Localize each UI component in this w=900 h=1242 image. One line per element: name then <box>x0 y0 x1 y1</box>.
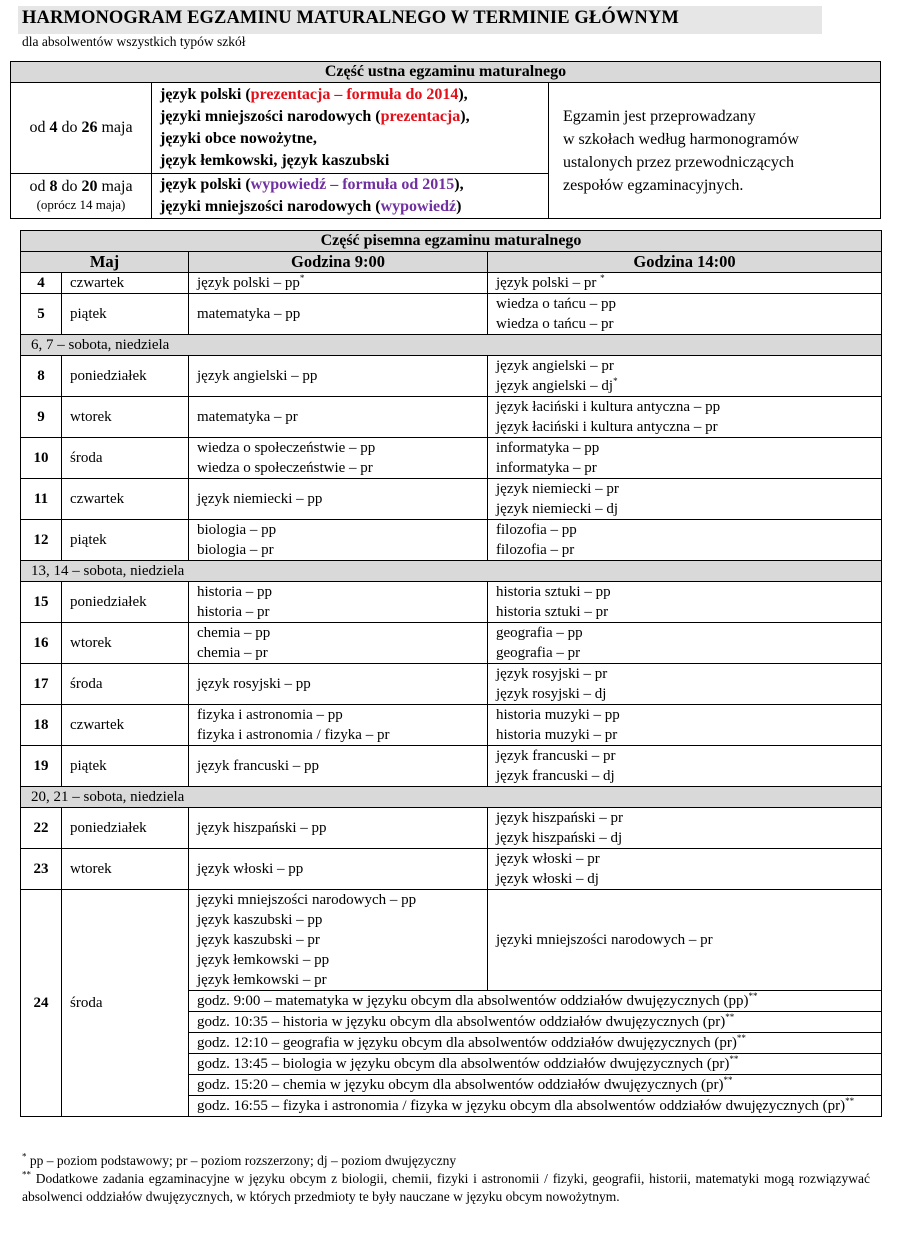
bilingual-exam: godz. 15:20 – chemia w języku obcym dla absolwentów oddziałów dwujęzycznych (pr)** <box>189 1075 882 1096</box>
cell-line: filozofia – pp <box>496 522 577 538</box>
cell-line: chemia – pr <box>197 645 268 661</box>
weekend-label: 13, 14 – sobota, niedziela <box>21 561 882 582</box>
exam-2pm <box>488 705 882 746</box>
cell-line: fizyka i astronomia – pp <box>197 707 343 723</box>
cell-line: język hiszpański – dj <box>496 830 623 846</box>
exam-9am <box>189 397 488 438</box>
cell-line: język hiszpański – pp <box>197 820 327 836</box>
day-of-week: wtorek <box>62 397 189 438</box>
bilingual-exam: godz. 13:45 – biologia w języku obcym dla absolwentów oddziałów dwujęzycznych (pr)** <box>189 1054 882 1075</box>
day-of-week: poniedziałek <box>62 582 189 623</box>
cell-line: język angielski – pp <box>197 368 318 384</box>
weekend-row <box>21 335 882 356</box>
cell-line: matematyka – pr <box>197 409 298 425</box>
day-of-week: środa <box>62 890 189 1117</box>
exam-2pm <box>488 808 882 849</box>
cell-line: język hiszpański – pr <box>496 810 624 826</box>
exam-9am <box>189 664 488 705</box>
day-number: 22 <box>21 808 62 849</box>
day-of-week: czwartek <box>62 273 189 294</box>
exam-2pm <box>488 664 882 705</box>
exam-2pm <box>488 397 882 438</box>
cell-line: język polski – pp* <box>197 273 305 291</box>
bilingual-exam: godz. 12:10 – geografia w języku obcym dla absolwentów oddziałów dwujęzycznych (pr)** <box>189 1033 882 1054</box>
day-of-week: wtorek <box>62 623 189 664</box>
cell-line: język rosyjski – dj <box>496 686 607 702</box>
day-of-week: poniedziałek <box>62 808 189 849</box>
exam-9am <box>189 705 488 746</box>
exam-9am <box>189 623 488 664</box>
cell-line: język łaciński i kultura antyczna – pp <box>496 399 721 415</box>
day-number: 16 <box>21 623 62 664</box>
day-number: 19 <box>21 746 62 787</box>
exam-2pm <box>488 849 882 890</box>
cell-line: chemia – pp <box>197 625 271 641</box>
day-number: 15 <box>21 582 62 623</box>
bilingual-exam: godz. 16:55 – fizyka i astronomia / fizyka w języku obcym dla absolwentów oddziałów dwujęzycznych (pr)** <box>189 1096 882 1117</box>
cell-line: historia sztuki – pp <box>496 584 611 600</box>
cell-line: język kaszubski – pp <box>197 912 323 928</box>
written-heading: Część pisemna egzaminu maturalnego <box>21 231 882 252</box>
weekend-label: 6, 7 – sobota, niedziela <box>21 335 882 356</box>
table-row <box>21 849 882 890</box>
exam-9am <box>189 294 488 335</box>
exam-2pm <box>488 273 882 294</box>
cell-line: język kaszubski – pr <box>197 932 320 948</box>
day-of-week: piątek <box>62 746 189 787</box>
day-of-week: wtorek <box>62 849 189 890</box>
exam-9am <box>189 356 488 397</box>
oral-exam-table <box>10 61 881 219</box>
cell-line: informatyka – pp <box>496 440 600 456</box>
exam-9am <box>189 479 488 520</box>
day-of-week: piątek <box>62 294 189 335</box>
day-of-week: czwartek <box>62 479 189 520</box>
table-row <box>21 397 882 438</box>
bilingual-exam: godz. 10:35 – historia w języku obcym dla absolwentów oddziałów dwujęzycznych (pr)** <box>189 1012 882 1033</box>
table-row <box>21 890 882 991</box>
footnote-bilingual: ** Dodatkowe zadania egzaminacyjne w języku obcym z biologii, chemii, fizyki i astronomii / fizyki, geografii, historii, matematyki mogą rozwiązywać absolwenci oddziałów dwujęzycznych, w których przedmioty te były nauczane w języku obcym nowożytnym. <box>22 1169 870 1204</box>
table-row <box>21 273 882 294</box>
table-row <box>21 294 882 335</box>
cell-line: matematyka – pp <box>197 306 301 322</box>
cell-line: fizyka i astronomia / fizyka – pr <box>197 727 390 743</box>
exam-9am <box>189 849 488 890</box>
exam-9am <box>189 273 488 294</box>
cell-line: język niemiecki – pp <box>197 491 323 507</box>
cell-line: wiedza o społeczeństwie – pr <box>197 460 373 476</box>
cell-line: język francuski – pp <box>197 758 320 774</box>
cell-line: wiedza o tańcu – pr <box>496 316 614 332</box>
day-number: 23 <box>21 849 62 890</box>
column-header-2pm: Godzina 14:00 <box>488 252 882 273</box>
cell-line: język angielski – pr <box>496 358 614 374</box>
page-subtitle: dla absolwentów wszystkich typów szkół <box>22 34 246 49</box>
oral-period-1-date: od 4 do 26 maja <box>11 83 152 174</box>
table-row <box>21 664 882 705</box>
day-number: 10 <box>21 438 62 479</box>
cell-line: historia muzyki – pp <box>496 707 620 723</box>
cell-line: język angielski – dj* <box>496 376 618 394</box>
exam-9am <box>189 746 488 787</box>
oral-period-2-date: od 8 do 20 maja (oprócz 14 maja) <box>11 174 152 219</box>
cell-line: biologia – pr <box>197 542 274 558</box>
weekend-label: 20, 21 – sobota, niedziela <box>21 787 882 808</box>
cell-line: język rosyjski – pr <box>496 666 608 682</box>
column-header-9am: Godzina 9:00 <box>189 252 488 273</box>
cell-line: historia sztuki – pr <box>496 604 609 620</box>
table-row <box>21 623 882 664</box>
day-number: 12 <box>21 520 62 561</box>
table-row <box>21 356 882 397</box>
footnote-levels: * pp – poziom podstawowy; pr – poziom rozszerzony; dj – poziom dwujęzyczny <box>22 1151 457 1168</box>
table-row <box>21 479 882 520</box>
cell-line: wiedza o tańcu – pp <box>496 296 616 312</box>
table-row <box>21 705 882 746</box>
day-number: 17 <box>21 664 62 705</box>
cell-line: języki mniejszości narodowych – pp <box>197 892 417 908</box>
day-number: 5 <box>21 294 62 335</box>
oral-period-2-subjects: język polski (wypowiedź – formuła od 2015), języki mniejszości narodowych (wypowiedź) <box>152 174 549 219</box>
page-title: HARMONOGRAM EGZAMINU MATURALNEGO W TERMINIE GŁÓWNYM <box>22 8 679 28</box>
day-of-week: piątek <box>62 520 189 561</box>
exam-9am <box>189 582 488 623</box>
exam-9am <box>189 890 488 991</box>
exam-2pm <box>488 520 882 561</box>
exam-9am <box>189 438 488 479</box>
exam-2pm <box>488 438 882 479</box>
cell-line: historia – pp <box>197 584 272 600</box>
cell-line: historia muzyki – pr <box>496 727 618 743</box>
day-of-week: poniedziałek <box>62 356 189 397</box>
cell-line: filozofia – pr <box>496 542 575 558</box>
table-row <box>21 582 882 623</box>
day-number: 24 <box>21 890 62 1117</box>
day-of-week: środa <box>62 438 189 479</box>
weekend-row <box>21 787 882 808</box>
cell-line: język łemkowski – pr <box>197 972 327 988</box>
cell-line: język niemiecki – pr <box>496 481 619 497</box>
exam-2pm <box>488 623 882 664</box>
cell-line: język niemiecki – dj <box>496 501 619 517</box>
weekend-row <box>21 561 882 582</box>
table-row <box>21 746 882 787</box>
oral-heading: Część ustna egzaminu maturalnego <box>11 62 881 83</box>
cell-line: język włoski – pr <box>496 851 600 867</box>
exam-2pm <box>488 746 882 787</box>
bilingual-exam: godz. 9:00 – matematyka w języku obcym dla absolwentów oddziałów dwujęzycznych (pp)** <box>189 991 882 1012</box>
column-header-month: Maj <box>21 252 189 273</box>
table-row <box>21 438 882 479</box>
exam-2pm: języki mniejszości narodowych – pr <box>488 890 882 991</box>
cell-line: język rosyjski – pp <box>197 676 311 692</box>
exam-9am <box>189 808 488 849</box>
cell-line: wiedza o społeczeństwie – pp <box>197 440 376 456</box>
cell-line: język łaciński i kultura antyczna – pr <box>496 419 718 435</box>
cell-line: historia – pr <box>197 604 270 620</box>
day-number: 9 <box>21 397 62 438</box>
exam-2pm <box>488 294 882 335</box>
cell-line: język łemkowski – pp <box>197 952 330 968</box>
oral-period-1-subjects: język polski (prezentacja – formuła do 2014), języki mniejszości narodowych (prezentacja), języki obce nowożytne, język łemkowski, język kaszubski <box>152 83 549 174</box>
cell-line: język francuski – dj <box>496 768 615 784</box>
cell-line: geografia – pr <box>496 645 581 661</box>
day-of-week: czwartek <box>62 705 189 746</box>
cell-line: język włoski – dj <box>496 871 599 887</box>
exam-2pm <box>488 479 882 520</box>
exam-2pm <box>488 356 882 397</box>
table-row <box>21 808 882 849</box>
day-number: 8 <box>21 356 62 397</box>
exam-9am <box>189 520 488 561</box>
cell-line: informatyka – pr <box>496 460 597 476</box>
table-row <box>21 520 882 561</box>
day-number: 18 <box>21 705 62 746</box>
cell-line: biologia – pp <box>197 522 277 538</box>
day-number: 11 <box>21 479 62 520</box>
day-of-week: środa <box>62 664 189 705</box>
cell-line: język polski – pr * <box>496 273 605 291</box>
cell-line: język francuski – pr <box>496 748 616 764</box>
oral-note: Egzamin jest przeprowadzany w szkołach według harmonogramów ustalonych przez przewodniczących zespołów egzaminacyjnych. <box>549 83 881 219</box>
written-exam-table <box>20 230 882 1117</box>
exam-2pm <box>488 582 882 623</box>
cell-line: język włoski – pp <box>197 861 304 877</box>
cell-line: geografia – pp <box>496 625 583 641</box>
footnotes <box>22 1152 870 1206</box>
day-number: 4 <box>21 273 62 294</box>
